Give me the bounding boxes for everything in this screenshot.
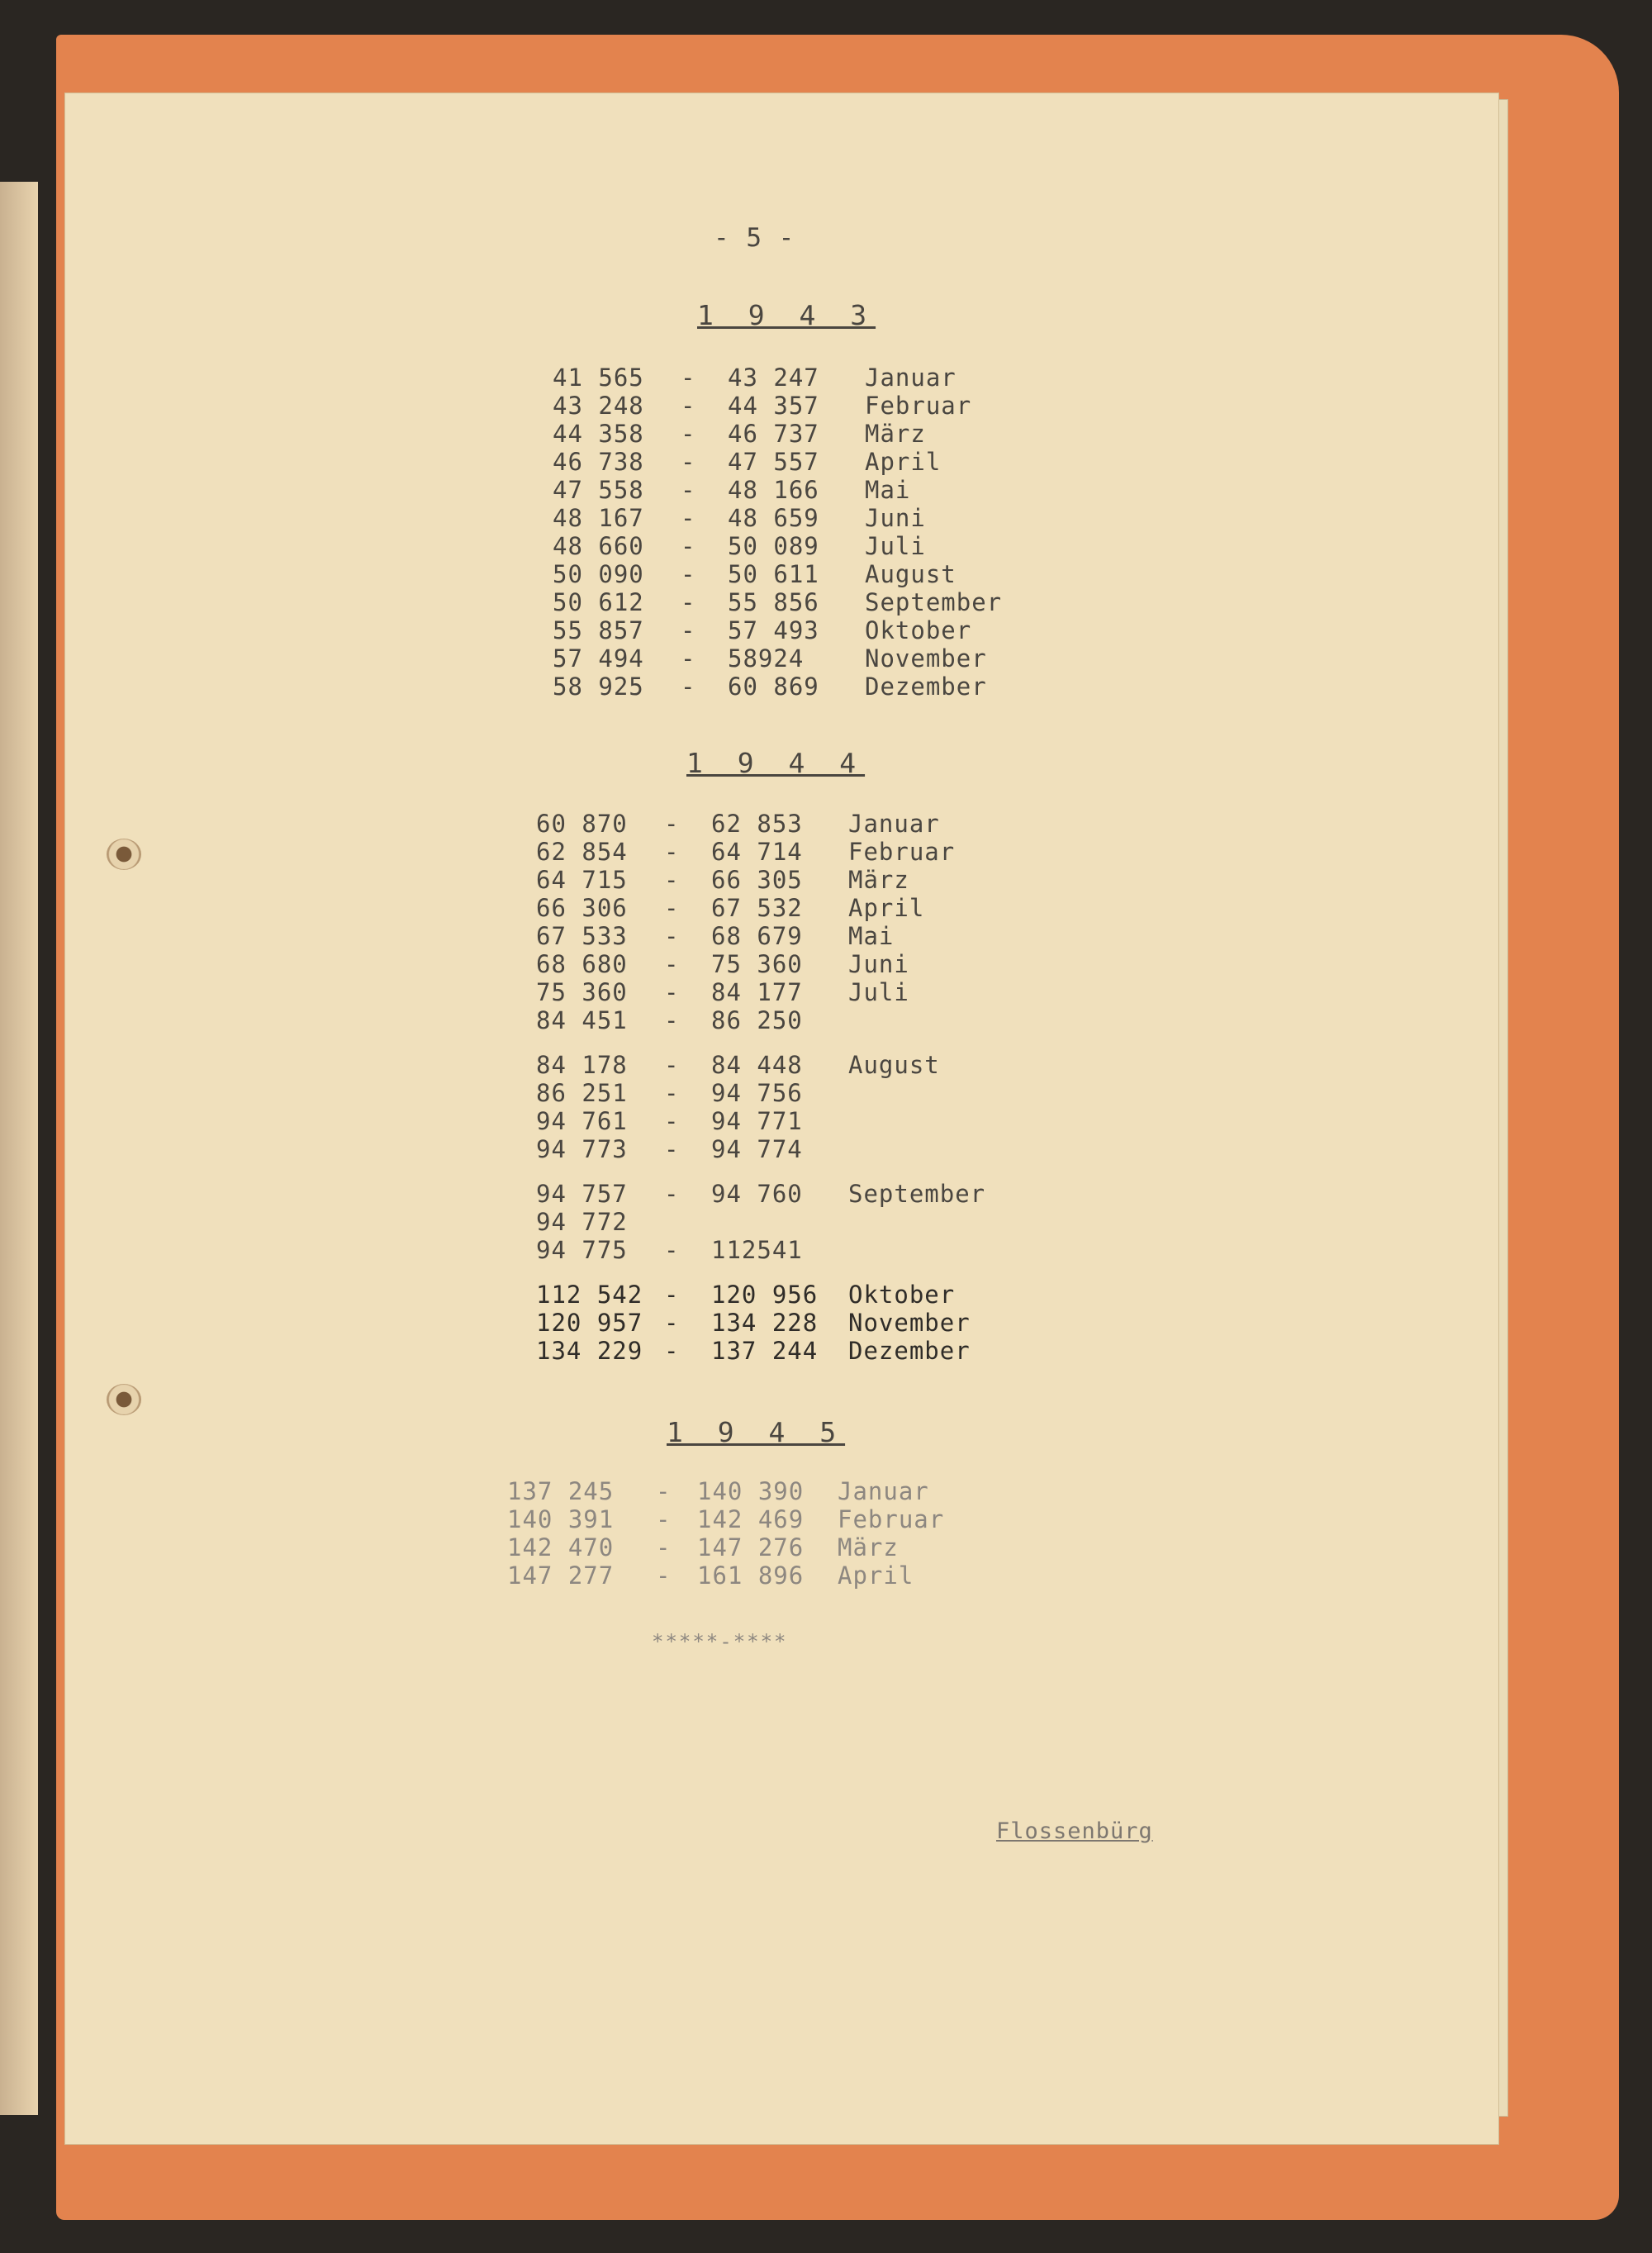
punch-hole-top: [107, 839, 141, 870]
cell-month: Mai: [848, 922, 895, 950]
cell-dash: -: [664, 922, 680, 950]
cell-from: 94 775: [536, 1236, 628, 1264]
cell-dash: -: [664, 1079, 680, 1107]
cell-from: 94 772: [536, 1208, 628, 1236]
cell-from: 47 558: [553, 476, 644, 504]
cell-month: Oktober: [865, 616, 972, 644]
cell-to: 94 760: [711, 1180, 803, 1208]
cell-from: 62 854: [536, 838, 628, 866]
cell-dash: -: [664, 1051, 680, 1079]
cell-from: 46 738: [553, 448, 644, 476]
cell-month: Juni: [865, 504, 926, 532]
cell-month: März: [848, 866, 909, 894]
cell-to: 50 089: [728, 532, 819, 560]
punch-hole-bottom: [107, 1384, 141, 1415]
cell-month: April: [838, 1561, 914, 1590]
cell-to: 142 469: [697, 1505, 805, 1533]
cell-dash: -: [664, 1281, 680, 1309]
cell-month: November: [848, 1309, 971, 1337]
cell-month: Februar: [865, 392, 972, 420]
cell-dash: -: [656, 1477, 672, 1505]
cell-month: Juni: [848, 950, 909, 978]
year-heading-1944: 1 9 4 4: [686, 747, 866, 779]
cell-month: Dezember: [865, 673, 987, 701]
cell-to: 48 166: [728, 476, 819, 504]
cell-to: 55 856: [728, 588, 819, 616]
cell-from: 55 857: [553, 616, 644, 644]
cell-month: September: [865, 588, 1003, 616]
cell-dash: -: [681, 588, 696, 616]
cell-to: 120 956: [711, 1281, 819, 1309]
cell-to: 75 360: [711, 950, 803, 978]
cell-from: 50 090: [553, 560, 644, 588]
cell-to: 94 756: [711, 1079, 803, 1107]
cell-dash: -: [664, 1135, 680, 1163]
cell-from: 86 251: [536, 1079, 628, 1107]
cell-month: Februar: [838, 1505, 945, 1533]
cell-from: 94 773: [536, 1135, 628, 1163]
cell-to: 112541: [711, 1236, 803, 1264]
cell-from: 67 533: [536, 922, 628, 950]
cell-from: 43 248: [553, 392, 644, 420]
cell-month: Januar: [865, 364, 957, 392]
cell-month: August: [865, 560, 957, 588]
cell-dash: -: [681, 476, 696, 504]
cell-dash: -: [681, 673, 696, 701]
cell-dash: -: [664, 1107, 680, 1135]
cell-to: 66 305: [711, 866, 803, 894]
cell-dash: -: [681, 560, 696, 588]
cell-to: 50 611: [728, 560, 819, 588]
cell-to: 86 250: [711, 1006, 803, 1034]
cell-dash: -: [681, 616, 696, 644]
separator-line: *****-****: [652, 1630, 788, 1653]
cell-dash: -: [656, 1533, 672, 1561]
cell-dash: -: [681, 448, 696, 476]
cell-from: 50 612: [553, 588, 644, 616]
cell-dash: -: [681, 392, 696, 420]
cell-dash: -: [664, 894, 680, 922]
binder-spine: [0, 182, 38, 2115]
cell-from: 75 360: [536, 978, 628, 1006]
cell-from: 112 542: [536, 1281, 643, 1309]
cell-from: 64 715: [536, 866, 628, 894]
cell-from: 142 470: [507, 1533, 615, 1561]
cell-to: 57 493: [728, 616, 819, 644]
page-number: - 5 -: [714, 223, 795, 253]
cell-to: 58924: [728, 644, 805, 673]
cell-dash: -: [681, 532, 696, 560]
cell-from: 58 925: [553, 673, 644, 701]
cell-from: 68 680: [536, 950, 628, 978]
cell-dash: -: [681, 364, 696, 392]
cell-dash: -: [656, 1561, 672, 1590]
cell-to: 94 774: [711, 1135, 803, 1163]
cell-dash: -: [664, 1006, 680, 1034]
cell-from: 66 306: [536, 894, 628, 922]
cell-to: 94 771: [711, 1107, 803, 1135]
document-page: [64, 93, 1499, 2145]
cell-from: 94 757: [536, 1180, 628, 1208]
cell-from: 84 178: [536, 1051, 628, 1079]
cell-dash: -: [664, 1337, 680, 1365]
cell-month: September: [848, 1180, 986, 1208]
cell-dash: -: [664, 950, 680, 978]
cell-month: August: [848, 1051, 940, 1079]
cell-from: 57 494: [553, 644, 644, 673]
cell-dash: -: [656, 1505, 672, 1533]
cell-dash: -: [664, 1236, 680, 1264]
cell-month: Juli: [865, 532, 926, 560]
cell-from: 140 391: [507, 1505, 615, 1533]
cell-from: 60 870: [536, 810, 628, 838]
footer-stamp: Flossenbürg: [996, 1818, 1153, 1844]
cell-to: 137 244: [711, 1337, 819, 1365]
cell-to: 48 659: [728, 504, 819, 532]
cell-to: 60 869: [728, 673, 819, 701]
cell-dash: -: [681, 644, 696, 673]
cell-month: März: [865, 420, 926, 448]
cell-from: 48 660: [553, 532, 644, 560]
cell-from: 48 167: [553, 504, 644, 532]
cell-month: April: [848, 894, 925, 922]
cell-month: November: [865, 644, 987, 673]
cell-to: 147 276: [697, 1533, 805, 1561]
cell-month: Januar: [848, 810, 940, 838]
cell-month: Mai: [865, 476, 911, 504]
cell-dash: -: [664, 978, 680, 1006]
cell-to: 43 247: [728, 364, 819, 392]
cell-from: 134 229: [536, 1337, 643, 1365]
cell-to: 62 853: [711, 810, 803, 838]
cell-dash: -: [664, 1309, 680, 1337]
cell-from: 120 957: [536, 1309, 643, 1337]
cell-to: 67 532: [711, 894, 803, 922]
cell-from: 147 277: [507, 1561, 615, 1590]
cell-dash: -: [681, 420, 696, 448]
cell-to: 68 679: [711, 922, 803, 950]
cell-dash: -: [664, 866, 680, 894]
cell-from: 41 565: [553, 364, 644, 392]
cell-to: 140 390: [697, 1477, 805, 1505]
cell-month: Februar: [848, 838, 956, 866]
cell-month: März: [838, 1533, 899, 1561]
cell-to: 84 177: [711, 978, 803, 1006]
year-heading-1945: 1 9 4 5: [667, 1416, 846, 1448]
cell-to: 44 357: [728, 392, 819, 420]
cell-to: 46 737: [728, 420, 819, 448]
cell-dash: -: [664, 838, 680, 866]
cell-dash: -: [681, 504, 696, 532]
cell-month: Juli: [848, 978, 909, 1006]
cell-from: 84 451: [536, 1006, 628, 1034]
cell-to: 84 448: [711, 1051, 803, 1079]
cell-month: April: [865, 448, 942, 476]
cell-to: 64 714: [711, 838, 803, 866]
cell-month: Dezember: [848, 1337, 971, 1365]
cell-month: Oktober: [848, 1281, 956, 1309]
cell-to: 134 228: [711, 1309, 819, 1337]
cell-dash: -: [664, 1180, 680, 1208]
cell-dash: -: [664, 810, 680, 838]
cell-from: 94 761: [536, 1107, 628, 1135]
cell-to: 161 896: [697, 1561, 805, 1590]
cell-to: 47 557: [728, 448, 819, 476]
cell-month: Januar: [838, 1477, 929, 1505]
year-heading-1943: 1 9 4 3: [697, 299, 876, 331]
cell-from: 44 358: [553, 420, 644, 448]
cell-from: 137 245: [507, 1477, 615, 1505]
